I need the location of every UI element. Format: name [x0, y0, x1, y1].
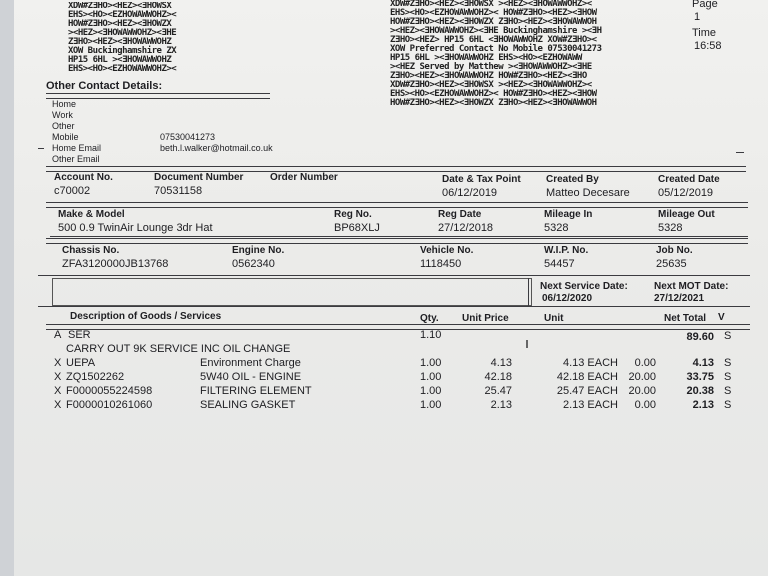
row-price: 2.13 — [490, 399, 512, 411]
chassis-rule — [46, 238, 748, 244]
col-unit: Unit — [544, 313, 564, 324]
next-service-label: Next Service Date: — [540, 281, 628, 292]
make-model-label: Make & Model — [58, 209, 125, 220]
redaction-line: ZƎHO><HEZ> HP15 6HL <ƎHOWAWWOHZ XOW#ZƎHO>< — [390, 35, 597, 45]
main-vat: S — [724, 330, 732, 342]
row-qty: 1.00 — [420, 399, 442, 411]
date-tax-point: 06/12/2019 — [442, 187, 498, 199]
row-desc: SEALING GASKET — [200, 399, 296, 411]
service-top-rule — [38, 275, 750, 276]
contact-title: Other Contact Details: — [46, 80, 163, 92]
contact-label-work: Work — [52, 110, 73, 120]
fold-tick-right — [736, 152, 744, 153]
redaction-line: XOW Buckinghamshire ZX — [68, 46, 177, 56]
engine-no-label: Engine No. — [232, 245, 285, 256]
reg-date: 27/12/2018 — [438, 222, 494, 234]
wip-no: 54457 — [544, 258, 575, 270]
order-number-label: Order Number — [270, 172, 338, 183]
row-part: F0000055224598 — [66, 385, 153, 397]
row-code: X — [54, 357, 62, 369]
row-part: ZQ1502262 — [66, 371, 125, 383]
row-vat: S — [724, 385, 732, 397]
account-rule — [46, 166, 746, 172]
vehicle-no: 1118450 — [420, 258, 462, 270]
row-vat: S — [724, 399, 732, 411]
chassis-no-label: Chassis No. — [62, 245, 120, 256]
service-bottom-rule — [38, 306, 750, 307]
redaction-line: HP15 6HL ><ƎHOWAWWOHZ EHS><HO><EZHOWAWW — [390, 53, 582, 63]
redaction-line: EHS><HO><EZHOWAWWOHZ>< HOW#ZƎHO><HEZ><ƎHOW — [390, 8, 597, 18]
fold-tick-left — [38, 148, 44, 149]
row-unit: 25.47 EACH — [556, 385, 618, 397]
created-date: 05/12/2019 — [658, 187, 714, 199]
redaction-line: HOW#ZƎHO><HEZ><ƎHOWZX — [68, 19, 172, 29]
page-label: Page — [692, 0, 718, 10]
created-by-label: Created By — [546, 174, 599, 185]
time-label: Time — [692, 27, 717, 39]
main-part: SER — [68, 329, 91, 341]
contact-home-email: beth.l.walker@hotmail.co.uk — [160, 143, 273, 153]
reg-no-label: Reg No. — [334, 209, 372, 220]
reg-date-label: Reg Date — [438, 209, 482, 220]
redaction-line: XDW#ZƎHO><HEZ><ƎHOWSX — [68, 2, 172, 11]
notes-box — [52, 278, 532, 306]
redaction-line: XDW#ZƎHO><HEZ><ƎHOWSX ><HEZ><ƎHOWAWWOHZ>< — [390, 0, 592, 9]
redaction-line: XDW#ZƎHO><HEZ><ƎHOWSX ><HEZ><ƎHOWAWWOHZ>< — [390, 80, 592, 90]
mileage-out-label: Mileage Out — [658, 209, 715, 220]
redaction-line: EHS><HO><EZHOWAWWOHZ>< — [68, 64, 177, 74]
account-no: c70002 — [54, 185, 91, 197]
row-price: 4.13 — [490, 357, 512, 369]
redaction-line: ><HEZ Served by Matthew ><ƎHOWAWWOHZ><ƎHE — [390, 62, 592, 72]
redaction-line: HOW#ZƎHO><HEZ><ƎHOWZX ZƎHO><HEZ><ƎHOWAWWOH — [390, 98, 597, 108]
contact-label-other-email: Other Email — [52, 154, 100, 164]
contact-title-rule — [46, 93, 270, 99]
main-description: CARRY OUT 9K SERVICE INC OIL CHANGE — [66, 343, 291, 355]
redaction-line: HOW#ZƎHO><HEZ><ƎHOWZX ZƎHO><HEZ><ƎHOWAWWOH — [390, 17, 597, 27]
row-part: F0000010261060 — [66, 399, 153, 411]
wip-no-label: W.I.P. No. — [544, 245, 589, 256]
row-qty: 1.00 — [420, 385, 442, 397]
row-price: 25.47 — [484, 385, 512, 397]
contact-label-mobile: Mobile — [52, 132, 79, 142]
col-description: Description of Goods / Services — [70, 311, 222, 322]
reg-no: BP68XLJ — [334, 222, 380, 234]
row-disc: 20.00 — [628, 371, 656, 383]
redaction-line: XOW Preferred Contact No Mobile 07530041273 — [390, 44, 602, 54]
redaction-line: EHS><HO><EZHOWAWWOHZ>< — [68, 10, 177, 20]
invoice-sheet — [14, 0, 768, 576]
contact-label-home: Home — [52, 99, 77, 109]
row-unit: 4.13 EACH — [562, 357, 618, 369]
time-value: 16:58 — [694, 40, 722, 52]
next-mot-date: 27/12/2021 — [654, 293, 705, 304]
row-desc: FILTERING ELEMENT — [200, 385, 312, 397]
row-disc: 0.00 — [634, 399, 656, 411]
row-disc: 20.00 — [628, 385, 656, 397]
contact-mobile: 07530041273 — [160, 132, 216, 142]
vehicle-no-label: Vehicle No. — [420, 245, 474, 256]
col-qty: Qty. — [420, 313, 439, 324]
created-by: Matteo Decesare — [546, 187, 630, 199]
row-net: 2.13 — [692, 399, 714, 411]
account-no-label: Account No. — [54, 172, 113, 183]
row-qty: 1.00 — [420, 357, 442, 369]
row-disc: 0.00 — [634, 357, 656, 369]
next-service-date: 06/12/2020 — [542, 293, 593, 304]
items-header-rule — [46, 324, 750, 330]
redaction-line: ><HEZ><ƎHOWAWWOHZ><ƎHE Buckinghamshire ><ƎH — [390, 26, 602, 36]
row-part: UEPA — [66, 357, 96, 369]
main-net: 89.60 — [686, 331, 714, 343]
document-number-label: Document Number — [154, 172, 244, 183]
redaction-line: ZƎHO><HEZ><ƎHOWAWWOHZ — [68, 37, 172, 47]
redacted-address-left — [68, 2, 224, 80]
row-code: X — [54, 399, 62, 411]
row-net: 4.13 — [692, 357, 714, 369]
document-number: 70531158 — [154, 185, 203, 197]
col-unit-price: Unit Price — [462, 313, 509, 324]
row-vat: S — [724, 371, 732, 383]
vehicle-bottom-rule — [50, 236, 748, 237]
row-vat: S — [724, 357, 732, 369]
row-code: X — [54, 371, 62, 383]
main-code: A — [54, 329, 62, 341]
engine-no: 0562340 — [232, 258, 275, 270]
contact-label-home-email: Home Email — [52, 143, 102, 153]
row-qty: 1.00 — [420, 371, 442, 383]
row-desc: 5W40 OIL - ENGINE — [200, 371, 302, 383]
smudge-mark — [526, 340, 528, 348]
redacted-address-right — [390, 0, 682, 112]
job-no-label: Job No. — [656, 245, 693, 256]
row-desc: Environment Charge — [200, 357, 301, 369]
row-unit: 2.13 EACH — [562, 399, 618, 411]
mileage-in: 5328 — [544, 222, 569, 234]
col-net-total: Net Total — [664, 313, 707, 324]
contact-label-other: Other — [52, 121, 75, 131]
row-code: X — [54, 385, 62, 397]
mileage-out: 5328 — [658, 222, 683, 234]
row-price: 42.18 — [484, 371, 512, 383]
make-model: 500 0.9 TwinAir Lounge 3dr Hat — [58, 222, 213, 234]
date-tax-point-label: Date & Tax Point — [442, 174, 521, 185]
col-vat: V — [718, 312, 725, 323]
row-net: 20.38 — [686, 385, 714, 397]
mileage-in-label: Mileage In — [544, 209, 593, 220]
redaction-line: EHS><HO><EZHOWAWWOHZ>< HOW#ZƎHO><HEZ><ƎHOW — [390, 89, 597, 99]
row-unit: 42.18 EACH — [556, 371, 618, 383]
created-date-label: Created Date — [658, 174, 720, 185]
service-divider — [528, 278, 529, 306]
row-net: 33.75 — [686, 371, 714, 383]
vehicle-rule — [46, 202, 748, 208]
next-mot-label: Next MOT Date: — [654, 281, 729, 292]
redaction-line: ><HEZ><ƎHOWAWWOHZ><ƎHE — [68, 28, 177, 38]
redaction-line: HP15 6HL ><ƎHOWAWWOHZ — [68, 55, 172, 65]
redaction-line: ZƎHO><HEZ><ƎHOWAWWOHZ HOW#ZƎHO><HEZ><ƎHO — [390, 71, 587, 81]
main-qty: 1.10 — [420, 329, 442, 341]
page-number: 1 — [694, 11, 701, 23]
chassis-no: ZFA3120000JB13768 — [62, 258, 169, 270]
job-no: 25635 — [656, 258, 687, 270]
